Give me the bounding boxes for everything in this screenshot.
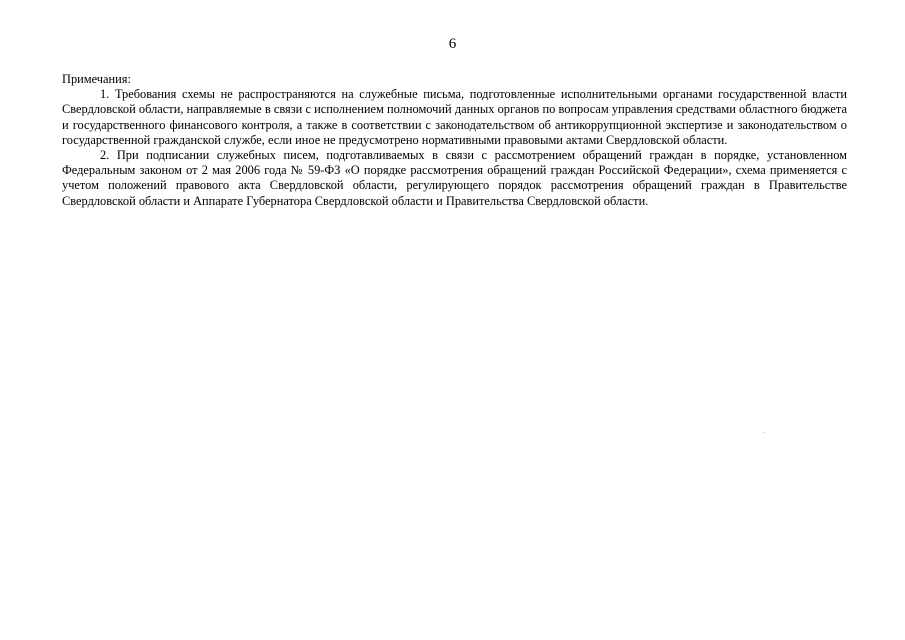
notes-heading: Примечания: [62, 72, 131, 86]
note-paragraph-2: 2. При подписании служебных писем, подготавливаемых в связи с рассмотрением обращений граждан в порядке, установленном Федеральным законом от 2 мая 2006 года № 59-ФЗ «О порядке рассмотрения обращений граждан Российской Федерации», схема применяется с учетом положений правового акта Свердловской области, регулирующего порядок рассмотрения обращений граждан в Правительстве Свердловской области и Аппарате Губернатора Свердловской области и Правительства Свердловской области. [62, 148, 847, 208]
notes-section [62, 72, 847, 209]
note-paragraph-1: 1. Требования схемы не распространяются на служебные письма, подготовленные исполнительными органами государственной власти Свердловской области, направляемые в связи с исполнением полномочий данных органов по вопросам управления средствами областного бюджета и государственного финансового контроля, а также в соответствии с законодательством об антикоррупционной экспертизе и законодательством о государственной гражданской службе, если иное не предусмотрено нормативными правовыми актами Свердловской области. [62, 87, 847, 147]
scan-artifact-dot [763, 432, 764, 433]
page-number: 6 [448, 36, 457, 52]
